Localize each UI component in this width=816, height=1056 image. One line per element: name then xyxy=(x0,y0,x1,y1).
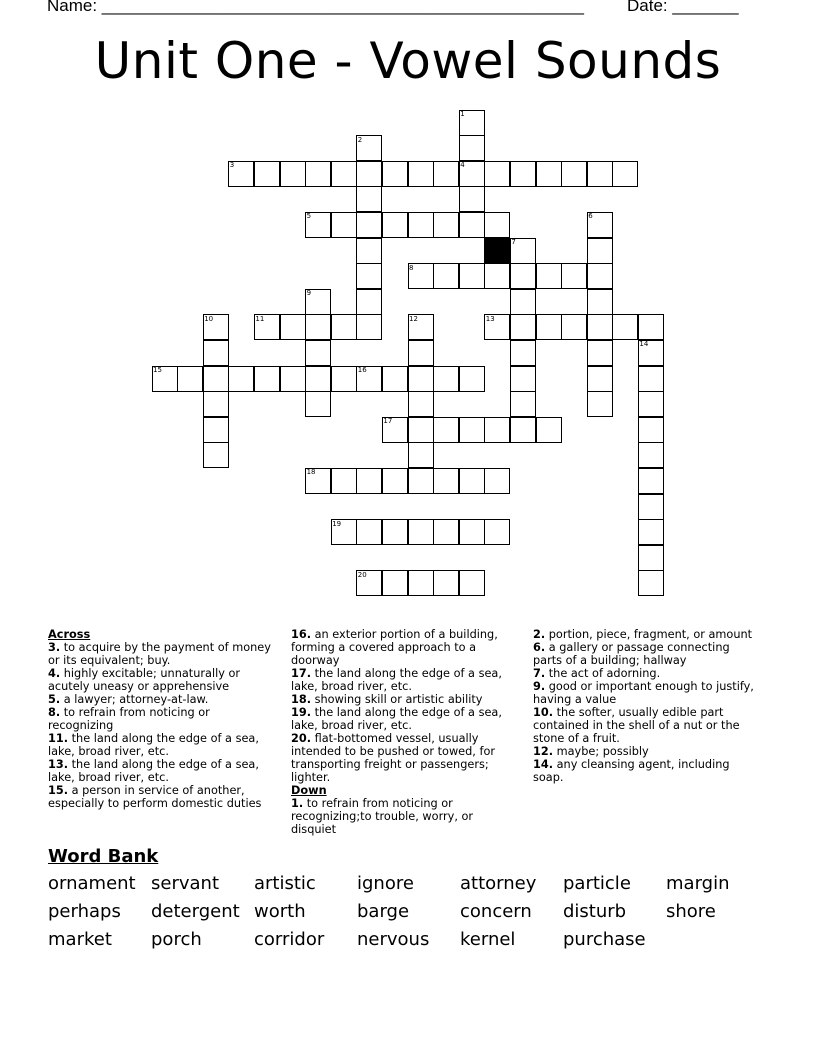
clue-number: 17 xyxy=(383,417,393,426)
crossword-cell[interactable] xyxy=(280,161,306,187)
crossword-cell[interactable] xyxy=(536,263,562,289)
crossword-cell[interactable] xyxy=(587,391,613,417)
crossword-cell[interactable] xyxy=(356,161,382,187)
crossword-cell[interactable] xyxy=(638,314,664,340)
clue-number: 9 xyxy=(306,289,312,298)
crossword-cell[interactable] xyxy=(484,468,510,494)
clue-number: 14 xyxy=(639,340,649,349)
crossword-cell[interactable] xyxy=(459,135,485,161)
word-bank-word: perhaps xyxy=(48,901,121,922)
crossword-cell[interactable] xyxy=(433,519,459,545)
crossword-cell[interactable] xyxy=(356,238,382,264)
name-field[interactable]: Name: ___________________________________________________ xyxy=(47,0,584,15)
crossword-cell[interactable] xyxy=(305,366,331,392)
word-bank-word: kernel xyxy=(460,929,516,950)
clues-column-3 xyxy=(533,628,758,784)
crossword-cell[interactable] xyxy=(510,289,536,315)
clue-number: 3 xyxy=(229,161,235,170)
word-bank-word: servant xyxy=(151,873,220,894)
clues-column-1 xyxy=(48,628,273,810)
crossword-cell[interactable] xyxy=(331,468,357,494)
clue-number: 8 xyxy=(409,263,414,272)
crossword-cell[interactable] xyxy=(510,340,536,366)
clue-down-2: 2. portion, piece, fragment, or amount xyxy=(533,628,753,641)
crossword-cell[interactable] xyxy=(356,519,382,545)
clue-across-17: 17. the land along the edge of a sea, lake, broad river, etc. xyxy=(291,667,502,693)
crossword-cell[interactable] xyxy=(459,468,485,494)
word-bank-word: porch xyxy=(151,929,202,950)
clues-column-2 xyxy=(291,628,516,836)
crossword-cell[interactable] xyxy=(587,161,613,187)
crossword-cell[interactable] xyxy=(382,570,408,596)
crossword-cell[interactable] xyxy=(408,468,434,494)
crossword-cell[interactable] xyxy=(382,468,408,494)
crossword-cell[interactable] xyxy=(382,161,408,187)
crossword-cell[interactable] xyxy=(587,289,613,315)
crossword-cell[interactable] xyxy=(561,314,587,340)
crossword-cell[interactable] xyxy=(561,263,587,289)
crossword-cell[interactable] xyxy=(510,417,536,443)
crossword-cell[interactable] xyxy=(587,366,613,392)
crossword-cell[interactable] xyxy=(638,442,664,468)
crossword-cell[interactable] xyxy=(433,263,459,289)
crossword-cell[interactable] xyxy=(331,314,357,340)
clue-number: 5 xyxy=(306,212,312,221)
word-bank-word: ignore xyxy=(357,873,414,894)
crossword-cell[interactable] xyxy=(433,212,459,238)
crossword-cell[interactable] xyxy=(356,468,382,494)
clue-down-12: 12. maybe; possibly xyxy=(533,745,649,758)
crossword-cell[interactable] xyxy=(331,212,357,238)
crossword-cell[interactable] xyxy=(254,366,280,392)
clue-down-9: 9. good or important enough to justify, having a value xyxy=(533,680,754,706)
clue-number: 20 xyxy=(357,570,367,579)
clue-down-10: 10. the softer, usually edible part contained in the shell of a nut or the stone of a fruit. xyxy=(533,706,740,745)
clue-number: 2 xyxy=(357,135,363,144)
crossword-cell[interactable] xyxy=(536,314,562,340)
crossword-cell[interactable] xyxy=(587,340,613,366)
crossword-cell[interactable] xyxy=(638,545,664,571)
crossword-cell[interactable] xyxy=(356,289,382,315)
clue-across-13: 13. the land along the edge of a sea, lake, broad river, etc. xyxy=(48,758,259,784)
clue-number: 11 xyxy=(255,314,265,323)
crossword-cell[interactable] xyxy=(408,442,434,468)
clue-across-5: 5. a lawyer; attorney-at-law. xyxy=(48,693,209,706)
crossword-cell[interactable] xyxy=(408,570,434,596)
clue-number: 15 xyxy=(153,366,162,374)
crossword-cell[interactable] xyxy=(254,161,280,187)
clue-number: 10 xyxy=(204,314,214,323)
word-bank-word: shore xyxy=(666,901,716,922)
crossword-cell[interactable] xyxy=(408,161,434,187)
crossword-cell[interactable] xyxy=(408,212,434,238)
crossword-cell[interactable] xyxy=(305,340,331,366)
word-bank-word: corridor xyxy=(254,929,325,950)
clue-number: 18 xyxy=(306,468,316,477)
crossword-cell[interactable] xyxy=(382,366,408,392)
crossword-cell[interactable] xyxy=(459,186,485,212)
clue-across-19: 19. the land along the edge of a sea, lake, broad river, etc. xyxy=(291,706,502,732)
crossword-cell[interactable] xyxy=(408,417,434,443)
crossword-cell[interactable] xyxy=(356,186,382,212)
clue-across-3: 3. to acquire by the payment of money or its equivalent; buy. xyxy=(48,641,271,667)
word-bank-word: nervous xyxy=(357,929,430,950)
word-bank-word: concern xyxy=(460,901,532,922)
crossword-cell[interactable] xyxy=(459,263,485,289)
crossword-cell[interactable] xyxy=(280,314,306,340)
crossword-cell[interactable] xyxy=(203,417,229,443)
clue-number: 4 xyxy=(460,161,465,170)
across-heading: Across xyxy=(48,628,91,641)
crossword-cell[interactable] xyxy=(459,366,485,392)
word-bank-word: ornament xyxy=(48,873,136,894)
crossword-cell[interactable] xyxy=(459,212,485,238)
crossword-cell[interactable] xyxy=(587,238,613,264)
crossword-cell[interactable] xyxy=(305,161,331,187)
crossword-cell[interactable] xyxy=(536,417,562,443)
page-title: Unit One - Vowel Sounds xyxy=(94,32,722,90)
crossword-cell[interactable] xyxy=(356,314,382,340)
clue-number: 7 xyxy=(511,238,516,246)
crossword-cell[interactable] xyxy=(510,366,536,392)
crossword-cell[interactable] xyxy=(280,366,306,392)
down-heading: Down xyxy=(291,784,327,797)
crossword-cell[interactable] xyxy=(484,519,510,545)
crossword-cell[interactable] xyxy=(638,570,664,596)
crossword-cell[interactable] xyxy=(433,161,459,187)
word-bank-word: artistic xyxy=(254,873,316,894)
crossword-cell[interactable] xyxy=(203,340,229,366)
crossword-cell[interactable] xyxy=(638,391,664,417)
crossword-cell[interactable] xyxy=(433,468,459,494)
date-field[interactable]: Date: _______ xyxy=(627,0,739,15)
crossword-cell[interactable] xyxy=(638,468,664,494)
clue-across-15: 15. a person in service of another, especially to perform domestic duties xyxy=(48,784,262,810)
crossword-cell[interactable] xyxy=(408,519,434,545)
crossword-cell[interactable] xyxy=(510,161,536,187)
word-bank-word: worth xyxy=(254,901,306,922)
crossword-cell[interactable] xyxy=(382,519,408,545)
crossword-cell[interactable] xyxy=(612,161,638,187)
crossword-cell[interactable] xyxy=(510,391,536,417)
crossword-cell[interactable] xyxy=(408,391,434,417)
word-bank-word: disturb xyxy=(563,901,627,922)
crossword-cell[interactable] xyxy=(177,366,203,392)
crossword-cell[interactable] xyxy=(305,391,331,417)
word-bank-word: attorney xyxy=(460,873,537,894)
crossword-cell[interactable] xyxy=(510,263,536,289)
crossword-cell[interactable] xyxy=(433,417,459,443)
crossword-cell[interactable] xyxy=(408,340,434,366)
crossword-cell[interactable] xyxy=(203,366,229,392)
clue-number: 13 xyxy=(485,314,495,323)
clue-number: 16 xyxy=(357,366,367,374)
word-bank-word: market xyxy=(48,929,112,950)
clue-across-4: 4. highly excitable; unnaturally or acutely uneasy or apprehensive xyxy=(48,667,241,693)
crossword-cell[interactable] xyxy=(331,161,357,187)
crossword-cell[interactable] xyxy=(356,263,382,289)
crossword-cell[interactable] xyxy=(331,366,357,392)
crossword-cell[interactable] xyxy=(459,519,485,545)
clue-down-14: 14. any cleansing agent, including soap. xyxy=(533,758,730,784)
word-bank-word: detergent xyxy=(151,901,240,922)
clue-down-6: 6. a gallery or passage connecting parts of a building; hallway xyxy=(533,641,730,667)
crossword-cell[interactable] xyxy=(382,212,408,238)
crossword-cell[interactable] xyxy=(561,161,587,187)
clue-number: 1 xyxy=(460,110,465,118)
clue-down-7: 7. the act of adorning. xyxy=(533,667,661,680)
crossword-cell[interactable] xyxy=(459,570,485,596)
crossword-cell[interactable] xyxy=(638,417,664,443)
word-bank-word: margin xyxy=(666,873,730,894)
crossword-cell[interactable] xyxy=(356,212,382,238)
crossword-cell[interactable] xyxy=(587,263,613,289)
crossword-cell[interactable] xyxy=(433,366,459,392)
black-square xyxy=(484,238,510,264)
crossword-cell[interactable] xyxy=(203,442,229,468)
word-bank-word: barge xyxy=(357,901,410,922)
crossword-cell[interactable] xyxy=(638,366,664,392)
clue-across-20: 20. flat-bottomed vessel, usually intended to be pushed or towed, for transporting freight or passengers; lighter. xyxy=(291,732,496,784)
clue-across-16: 16. an exterior portion of a building, forming a covered approach to a doorway xyxy=(291,628,498,667)
word-bank-title: Word Bank xyxy=(48,846,159,867)
crossword-cell[interactable] xyxy=(408,366,434,392)
crossword-cell[interactable] xyxy=(203,391,229,417)
clue-number: 12 xyxy=(409,314,418,323)
word-bank-word: purchase xyxy=(563,929,646,950)
crossword-cell[interactable] xyxy=(484,263,510,289)
crossword-cell[interactable] xyxy=(510,314,536,340)
crossword-cell[interactable] xyxy=(484,212,510,238)
clue-across-11: 11. the land along the edge of a sea, lake, broad river, etc. xyxy=(48,732,259,758)
crossword-cell[interactable] xyxy=(638,519,664,545)
clue-down-1: 1. to refrain from noticing or recognizing;to trouble, worry, or disquiet xyxy=(291,797,474,836)
crossword-cell[interactable] xyxy=(484,161,510,187)
word-bank-word: particle xyxy=(563,873,631,894)
crossword-cell[interactable] xyxy=(433,570,459,596)
crossword-cell[interactable] xyxy=(587,314,613,340)
crossword-cell[interactable] xyxy=(612,314,638,340)
crossword-cell[interactable] xyxy=(228,366,254,392)
clue-number: 19 xyxy=(332,519,342,528)
crossword-cell[interactable] xyxy=(484,417,510,443)
crossword-cell[interactable] xyxy=(536,161,562,187)
clue-across-8: 8. to refrain from noticing or recognizing xyxy=(48,706,210,732)
clue-number: 6 xyxy=(588,212,593,221)
crossword-cell[interactable] xyxy=(459,417,485,443)
crossword-cell[interactable] xyxy=(638,494,664,520)
crossword-cell[interactable] xyxy=(305,314,331,340)
clue-across-18: 18. showing skill or artistic ability xyxy=(291,693,483,706)
